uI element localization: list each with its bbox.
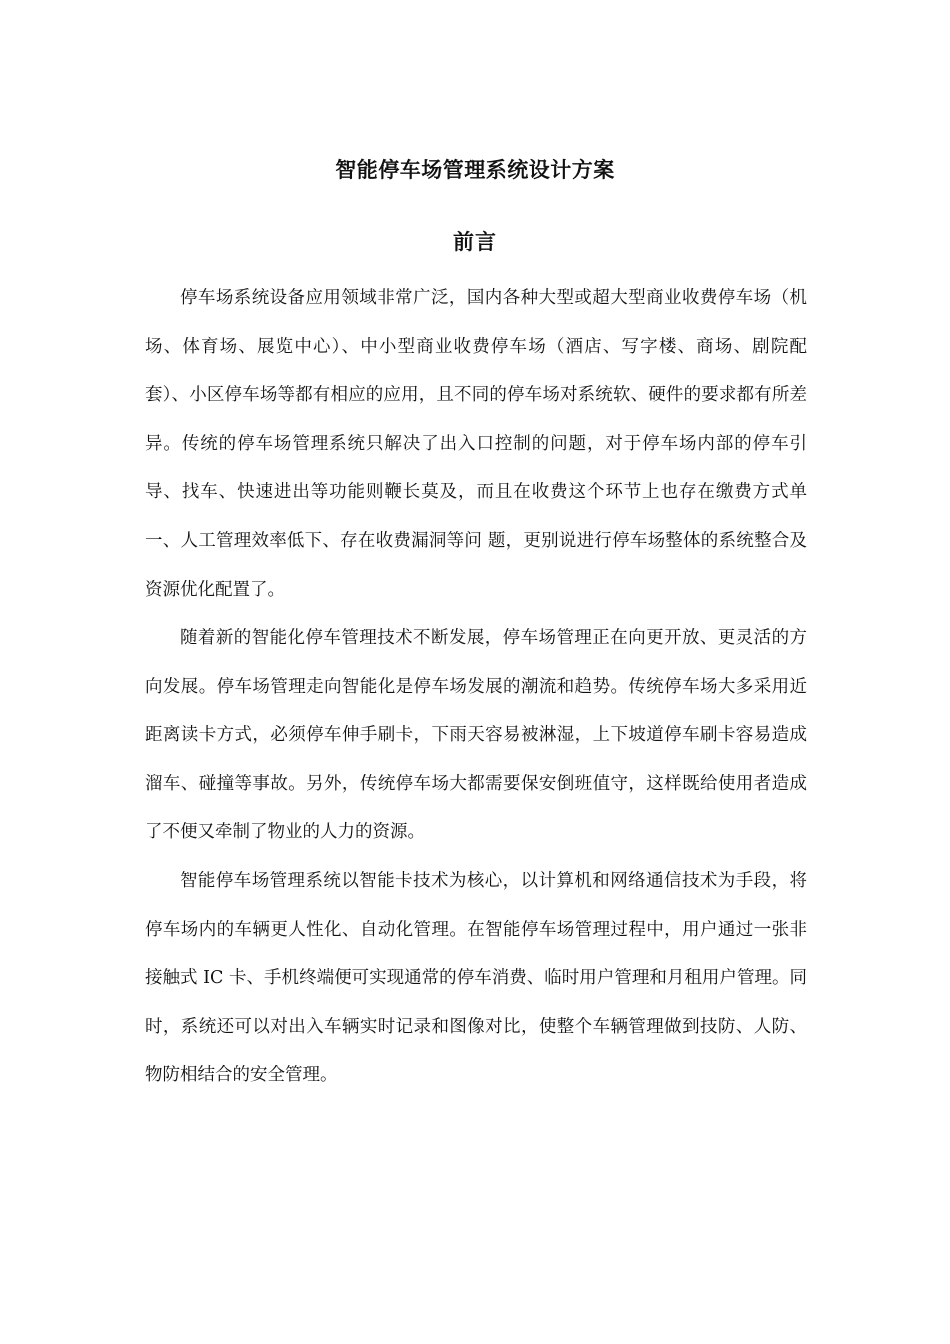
section-heading-preface: 前言 (453, 229, 497, 254)
paragraph-text: 智能停车场管理系统以智能卡技术为核心，以计算机和网络通信技术为手段，将停车场内的车辆更人性化、自动化管理。在智能停车场管理过程中，用户通过一张非接触式 IC 卡、手机终端便可实现通常的停车消费、临时用户管理和月租用户管理。同时，系统还可以对出入车辆实时记录和图像对比，使整个车辆管理做到技防、人防、物防相结合的安全管理。 (145, 871, 807, 1086)
document-title: 智能停车场管理系统设计方案 (335, 157, 615, 182)
paragraph-text: 停车场系统设备应用领域非常广泛，国内各种大型或超大型商业收费停车场（机场、体育场、展览中心）、中小型商业收费停车场（酒店、写字楼、商场、剧院配套）、小区停车场等都有相应的应用，且不同的停车场对系统软、硬件的要求都有所差异。传统的停车场管理系统只解决了出入口控制的问题，对于停车场内部的停车引导、找车、快速进出等功能则鞭长莫及，而且在收费这个环节上也存在缴费方式单一、人工管理效率低下、存在收费漏洞等问 题，更别说进行停车场整体的系统整合及资源优化配置了。 (145, 288, 807, 600)
body-paragraph-2 (145, 614, 807, 857)
body-paragraph-1 (145, 274, 807, 614)
body-paragraph-3 (145, 857, 807, 1100)
paragraph-text: 随着新的智能化停车管理技术不断发展，停车场管理正在向更开放、更灵活的方向发展。停车场管理走向智能化是停车场发展的潮流和趋势。传统停车场大多采用近距离读卡方式，必须停车伸手刷卡，下雨天容易被淋湿，上下坡道停车刷卡容易造成溜车、碰撞等事故。另外，传统停车场大都需要保安倒班值守，这样既给使用者造成了不便又牵制了物业的人力的资源。 (145, 628, 807, 843)
